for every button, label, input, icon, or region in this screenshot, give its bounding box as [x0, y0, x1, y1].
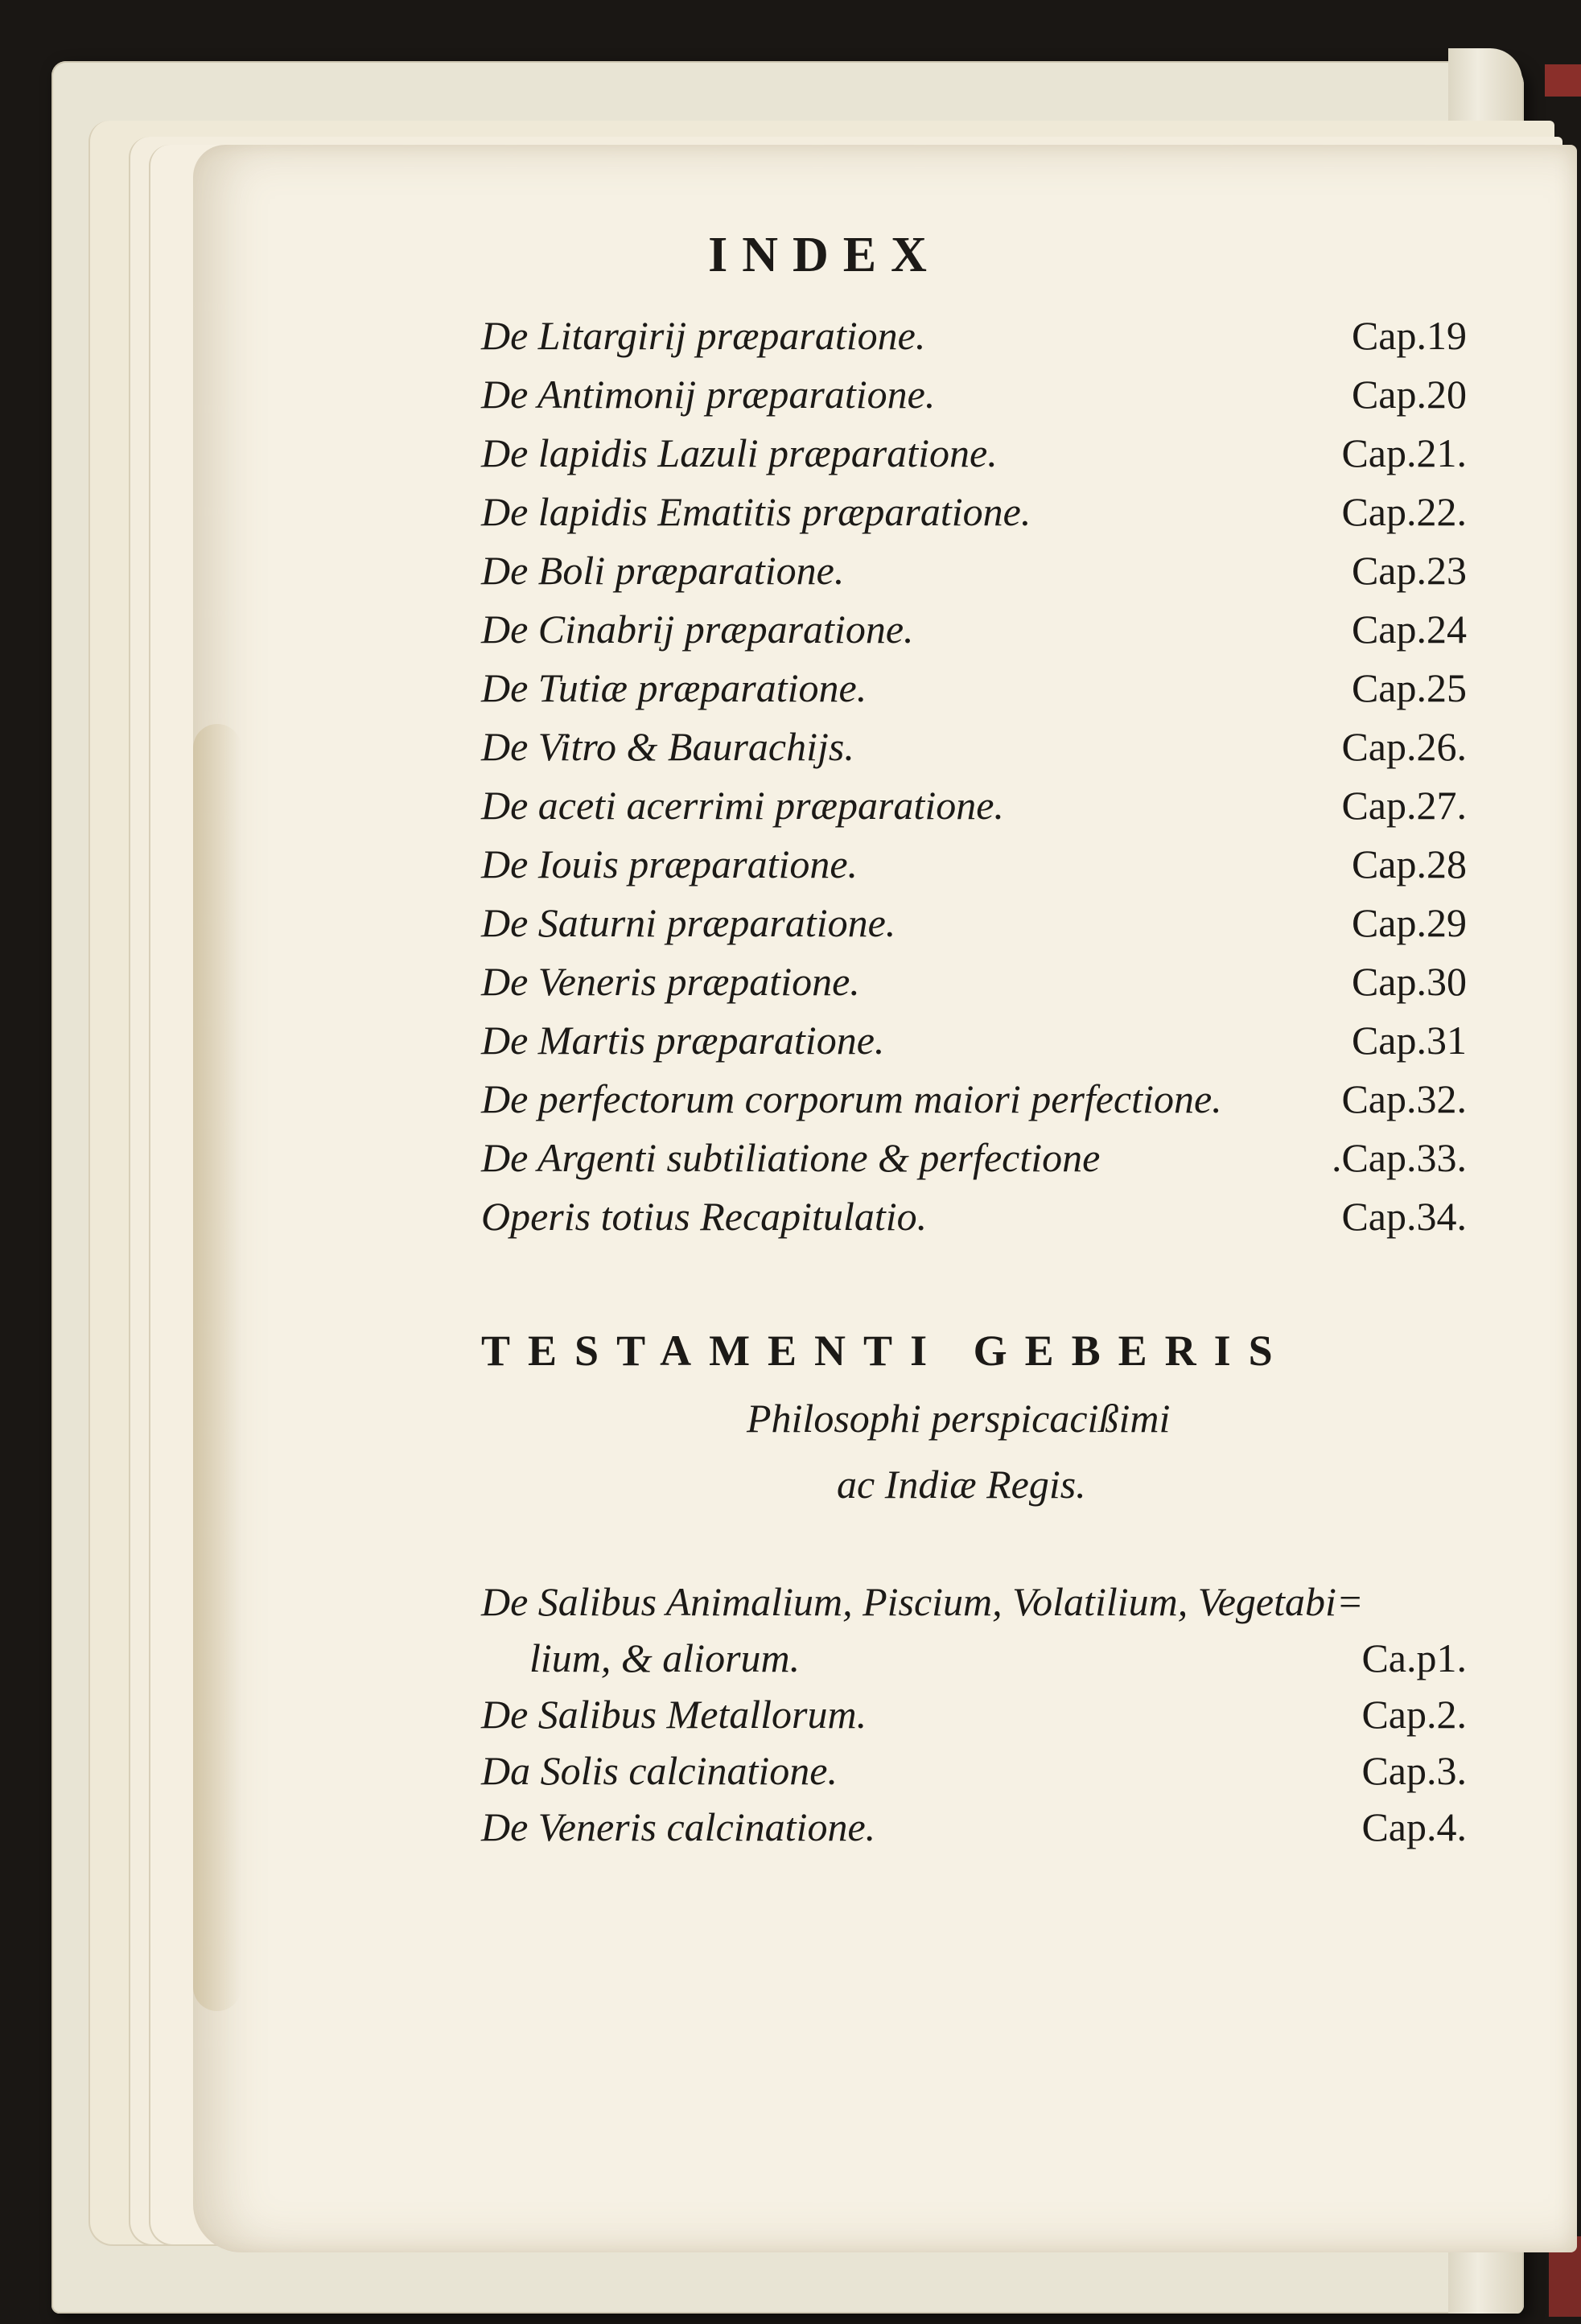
index-entry: [481, 1804, 1467, 1860]
entry-title: Da Solis calcinatione.: [481, 1748, 838, 1793]
section-subtitle: ac Indiæ Regis.: [837, 1462, 1086, 1507]
index-entry: [481, 1691, 1467, 1747]
index-entry: [481, 958, 1467, 1017]
testament-list: [481, 1578, 1467, 1860]
section-heading: TESTAMENTI GEBERIS: [481, 1327, 1291, 1375]
index-entry: [481, 547, 1467, 606]
index-entry: [481, 1578, 1467, 1691]
entry-title: De Salibus Metallorum.: [481, 1692, 867, 1737]
entry-title: De perfectorum corporum maiori perfectione.: [481, 1076, 1222, 1121]
index-entry: [481, 371, 1467, 430]
index-entry: [481, 899, 1467, 958]
entry-chapter: Cap.28: [1351, 841, 1467, 886]
entry-chapter: Cap.3.: [1361, 1748, 1467, 1793]
bookmark-ribbon: [1545, 64, 1581, 97]
entry-chapter: Cap.20: [1351, 372, 1467, 417]
entry-chapter: Cap.34.: [1341, 1194, 1467, 1239]
entry-chapter: Cap.31: [1351, 1018, 1467, 1063]
entry-title: De Saturni præparatione.: [481, 900, 896, 945]
index-entry: [481, 664, 1467, 723]
index-entry: [481, 1193, 1467, 1252]
index-entry: [481, 782, 1467, 841]
entry-title: De Veneris præpatione.: [481, 959, 860, 1004]
entry-chapter: Cap.19: [1351, 313, 1467, 358]
entry-title: De Cinabrij præparatione.: [481, 607, 914, 652]
index-entry: [481, 723, 1467, 782]
entry-title: De Litargirij præparatione.: [481, 313, 926, 358]
entry-chapter: Cap.29: [1351, 900, 1467, 945]
entry-chapter: Cap.21.: [1341, 430, 1467, 475]
entry-chapter: Cap.27.: [1341, 783, 1467, 828]
index-entry: [481, 1076, 1467, 1134]
entry-chapter: Cap.25: [1351, 665, 1467, 710]
entry-title: De aceti acerrimi præparatione.: [481, 783, 1004, 828]
entry-title: De Argenti subtiliatione & perfectione: [481, 1135, 1101, 1180]
entry-chapter: Cap.2.: [1361, 1692, 1467, 1737]
page-title: INDEX: [708, 228, 941, 282]
entry-chapter: Cap.30: [1351, 959, 1467, 1004]
index-entry: [481, 488, 1467, 547]
entry-chapter: Cap.4.: [1361, 1804, 1467, 1849]
index-entry: [481, 1747, 1467, 1804]
entry-chapter: Cap.26.: [1341, 724, 1467, 769]
index-entry: [481, 312, 1467, 371]
entry-chapter: Cap.24: [1351, 607, 1467, 652]
entry-chapter: Cap.23: [1351, 548, 1467, 593]
entry-chapter: Ca.p1.: [1361, 1635, 1467, 1680]
entry-title: De lapidis Lazuli præparatione.: [481, 430, 998, 475]
section-subtitle: Philosophi perspicacißimi: [747, 1396, 1171, 1441]
entry-chapter: Cap.22.: [1341, 489, 1467, 534]
entry-title-continued: lium, & aliorum.: [529, 1635, 801, 1680]
index-entry: [481, 606, 1467, 664]
entry-title: De Boli præparatione.: [481, 548, 845, 593]
entry-title: De Vitro & Baurachijs.: [481, 724, 854, 769]
index-entry: [481, 1134, 1467, 1193]
entry-title: De Veneris calcinatione.: [481, 1804, 876, 1849]
entry-title: De Tutiæ præparatione.: [481, 665, 867, 710]
entry-title: De Salibus Animalium, Piscium, Volatilium, Vegetabi=: [481, 1579, 1364, 1624]
entry-title: De lapidis Ematitis præparatione.: [481, 489, 1031, 534]
entry-title: De Antimonij præparatione.: [481, 372, 936, 417]
entry-title: De Iouis præparatione.: [481, 841, 858, 886]
page-stain: [193, 724, 241, 2011]
entry-title: De Martis præparatione.: [481, 1018, 885, 1063]
entry-chapter: .Cap.33.: [1331, 1135, 1467, 1180]
index-list: [481, 312, 1467, 1252]
entry-chapter: Cap.32.: [1341, 1076, 1467, 1121]
index-entry: [481, 1017, 1467, 1076]
index-entry: [481, 841, 1467, 899]
index-entry: [481, 430, 1467, 488]
entry-title: Operis totius Recapitulatio.: [481, 1194, 928, 1239]
